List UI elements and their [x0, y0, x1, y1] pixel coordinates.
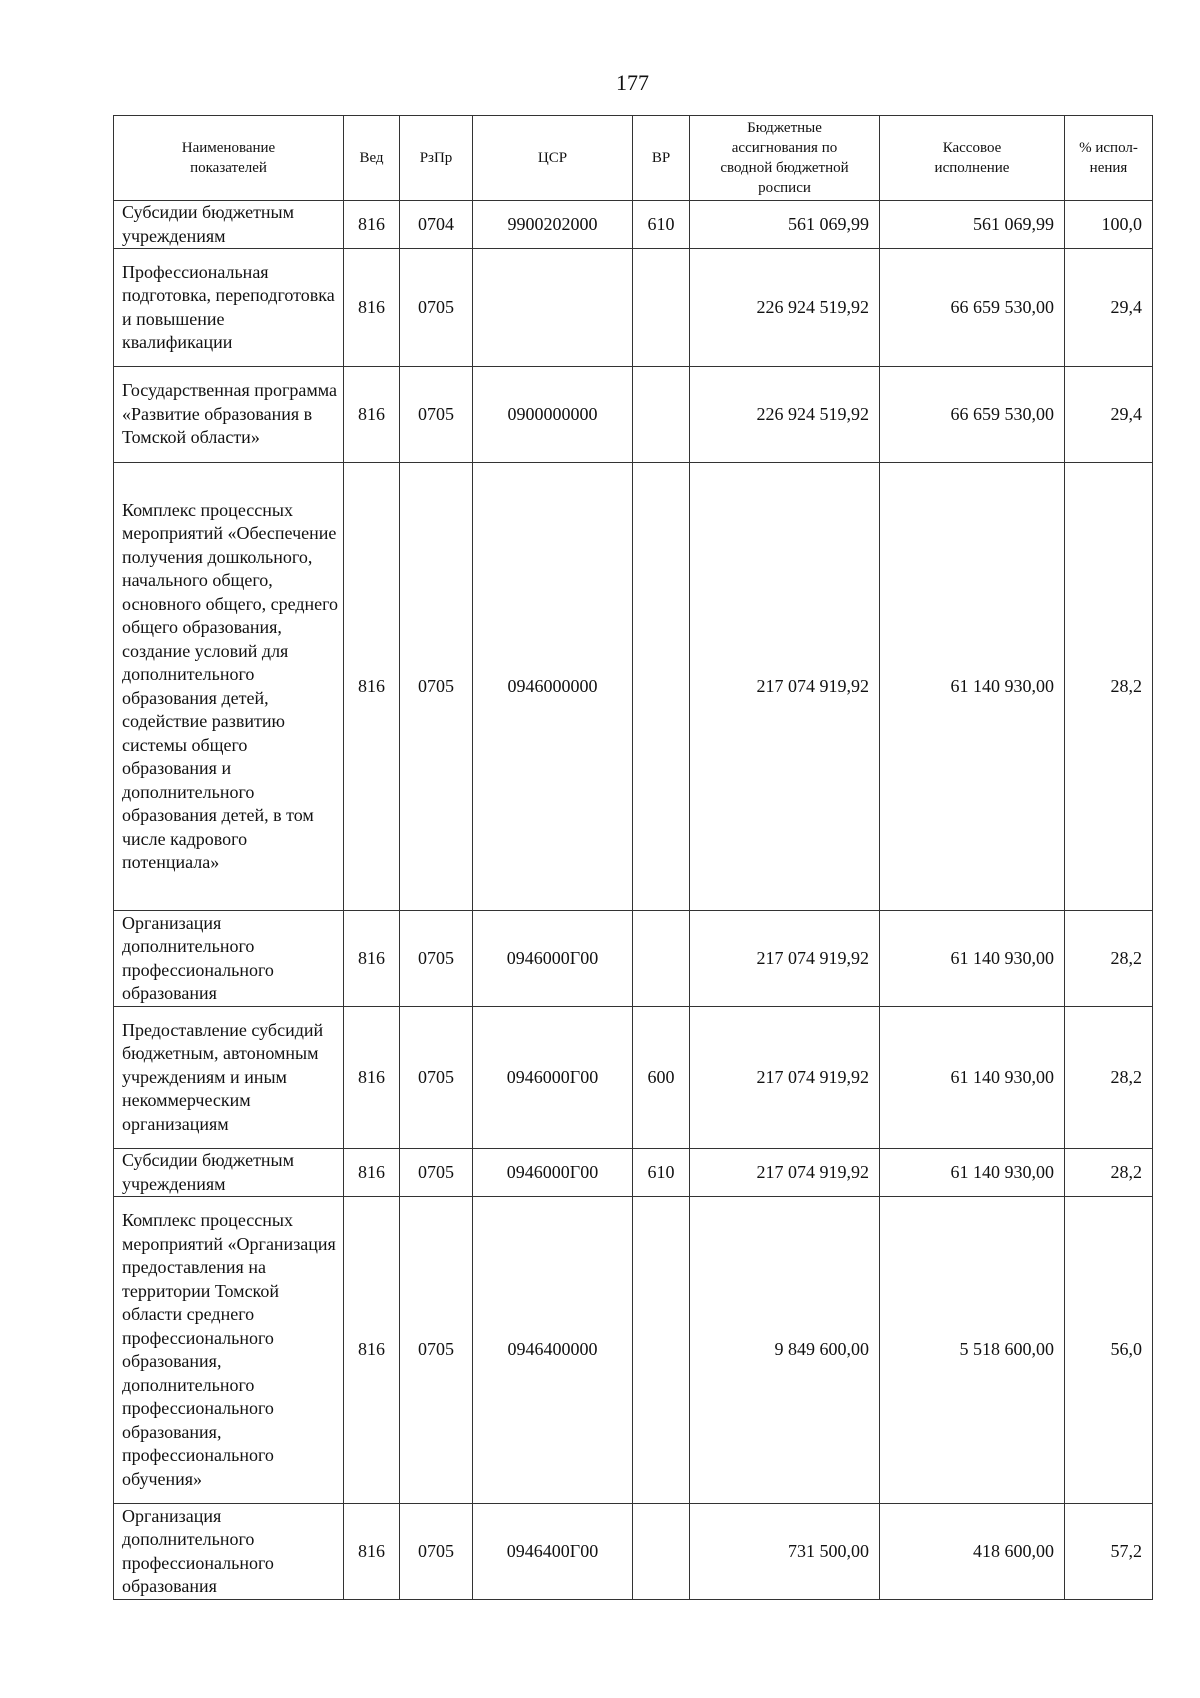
row-ved: 816: [344, 201, 400, 249]
row-csr: 0946000Г00: [473, 1007, 633, 1149]
col-header-rzpr: РзПр: [400, 116, 473, 201]
col-header-name: Наименование показателей: [114, 116, 344, 201]
row-name: Организация дополнительного профессионального образования: [114, 911, 344, 1007]
table-row: [114, 1504, 1153, 1600]
page-number: 177: [616, 70, 649, 95]
row-rzpr: 0705: [400, 911, 473, 1007]
row-cash: 66 659 530,00: [880, 367, 1065, 463]
table-row: [114, 201, 1153, 249]
row-rzpr: 0705: [400, 1504, 473, 1600]
row-csr: 0946400Г00: [473, 1504, 633, 1600]
row-ved: 816: [344, 249, 400, 367]
row-budget: 217 074 919,92: [690, 1007, 880, 1149]
row-name: Профессиональная подготовка, переподготовка и повышение квалификации: [114, 249, 344, 367]
row-budget: 226 924 519,92: [690, 367, 880, 463]
row-budget: 731 500,00: [690, 1504, 880, 1600]
row-rzpr: 0705: [400, 249, 473, 367]
row-budget: 561 069,99: [690, 201, 880, 249]
table-row: [114, 367, 1153, 463]
col-header-cash: Кассовое исполнение: [880, 116, 1065, 201]
row-ved: 816: [344, 911, 400, 1007]
table-row: [114, 249, 1153, 367]
row-rzpr: 0704: [400, 201, 473, 249]
row-vr: 600: [633, 1007, 690, 1149]
row-cash: 61 140 930,00: [880, 1149, 1065, 1197]
row-rzpr: 0705: [400, 367, 473, 463]
col-header-vr: ВР: [633, 116, 690, 201]
table-row: [114, 911, 1153, 1007]
row-ved: 816: [344, 1197, 400, 1504]
row-cash: 561 069,99: [880, 201, 1065, 249]
col-header-csr: ЦСР: [473, 116, 633, 201]
row-budget: 217 074 919,92: [690, 463, 880, 911]
row-name: Комплекс процессных мероприятий «Обеспечение получения дошкольного, начального общего, основного общего, среднего общего образования, создание условий для дополнительного образования детей, содействие развитию системы общего образования и дополнительного образования детей, в том числе кадрового потенциала»: [114, 463, 344, 911]
row-csr: [473, 249, 633, 367]
row-percent: 28,2: [1065, 1149, 1153, 1197]
row-rzpr: 0705: [400, 1149, 473, 1197]
row-vr: [633, 463, 690, 911]
table-row: [114, 1197, 1153, 1504]
row-vr: [633, 1197, 690, 1504]
table-header-row: [114, 116, 1153, 201]
row-ved: 816: [344, 1504, 400, 1600]
col-header-budget: Бюджетные ассигнования по сводной бюджетной росписи: [690, 116, 880, 201]
row-name: Предоставление субсидий бюджетным, автономным учреждениям и иным некоммерческим организациям: [114, 1007, 344, 1149]
row-csr: 0946400000: [473, 1197, 633, 1504]
table-row: [114, 1149, 1153, 1197]
row-percent: 28,2: [1065, 1007, 1153, 1149]
row-percent: 100,0: [1065, 201, 1153, 249]
row-vr: [633, 1504, 690, 1600]
row-cash: 61 140 930,00: [880, 911, 1065, 1007]
row-percent: 29,4: [1065, 249, 1153, 367]
row-csr: 9900202000: [473, 201, 633, 249]
row-vr: [633, 911, 690, 1007]
row-vr: [633, 367, 690, 463]
row-cash: 5 518 600,00: [880, 1197, 1065, 1504]
col-header-percent: % испол-нения: [1065, 116, 1153, 201]
row-name: Субсидии бюджетным учреждениям: [114, 1149, 344, 1197]
row-csr: 0900000000: [473, 367, 633, 463]
row-name: Организация дополнительного профессионального образования: [114, 1504, 344, 1600]
row-name: Субсидии бюджетным учреждениям: [114, 201, 344, 249]
row-cash: 418 600,00: [880, 1504, 1065, 1600]
row-cash: 66 659 530,00: [880, 249, 1065, 367]
row-ved: 816: [344, 463, 400, 911]
table-row: [114, 463, 1153, 911]
row-csr: 0946000Г00: [473, 1149, 633, 1197]
row-percent: 28,2: [1065, 463, 1153, 911]
col-header-ved: Вед: [344, 116, 400, 201]
row-csr: 0946000Г00: [473, 911, 633, 1007]
row-name: Государственная программа «Развитие образования в Томской области»: [114, 367, 344, 463]
row-percent: 28,2: [1065, 911, 1153, 1007]
row-ved: 816: [344, 1007, 400, 1149]
row-cash: 61 140 930,00: [880, 1007, 1065, 1149]
row-vr: [633, 249, 690, 367]
row-rzpr: 0705: [400, 1197, 473, 1504]
row-budget: 217 074 919,92: [690, 911, 880, 1007]
row-vr: 610: [633, 201, 690, 249]
table-row: [114, 1007, 1153, 1149]
row-rzpr: 0705: [400, 1007, 473, 1149]
row-csr: 0946000000: [473, 463, 633, 911]
budget-execution-table: [113, 115, 1153, 1600]
row-percent: 29,4: [1065, 367, 1153, 463]
row-cash: 61 140 930,00: [880, 463, 1065, 911]
row-budget: 217 074 919,92: [690, 1149, 880, 1197]
row-ved: 816: [344, 1149, 400, 1197]
row-percent: 57,2: [1065, 1504, 1153, 1600]
row-vr: 610: [633, 1149, 690, 1197]
row-name: Комплекс процессных мероприятий «Организация предоставления на территории Томской области среднего профессионального образования, дополнительного профессионального образования, профессионального обучения»: [114, 1197, 344, 1504]
row-budget: 226 924 519,92: [690, 249, 880, 367]
row-percent: 56,0: [1065, 1197, 1153, 1504]
row-ved: 816: [344, 367, 400, 463]
row-rzpr: 0705: [400, 463, 473, 911]
row-budget: 9 849 600,00: [690, 1197, 880, 1504]
